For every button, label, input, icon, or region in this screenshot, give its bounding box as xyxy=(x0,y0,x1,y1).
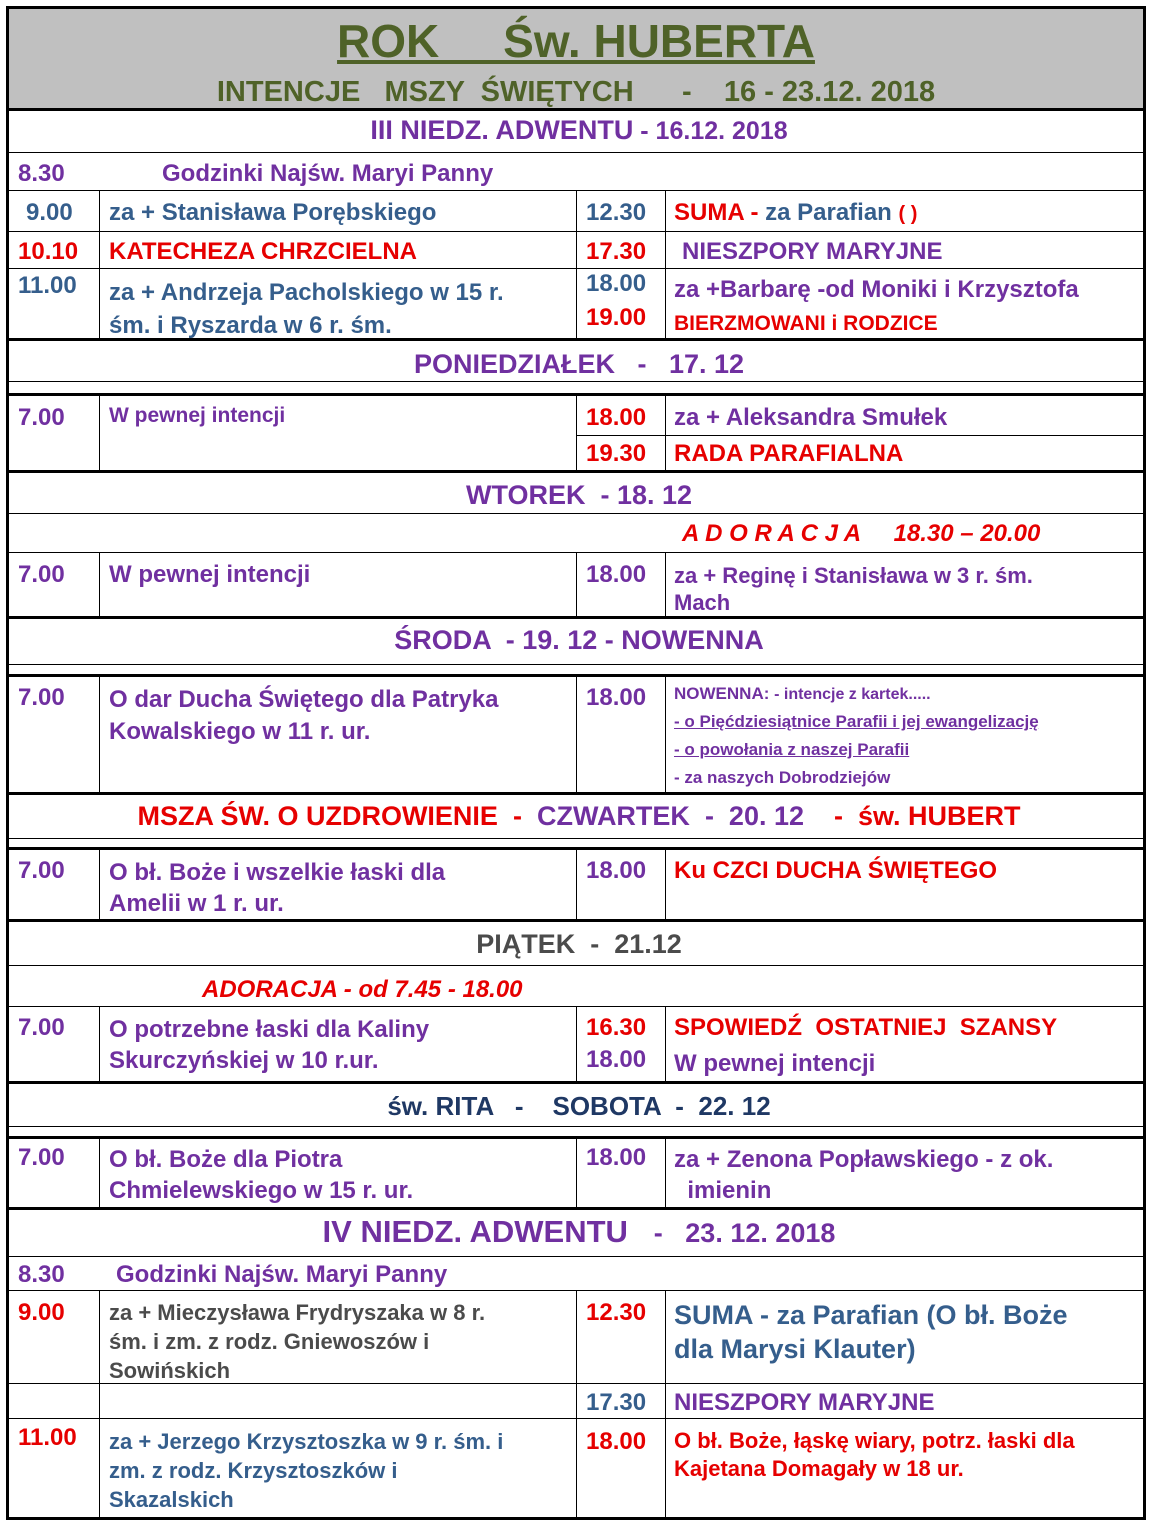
mass-time: 17.30 xyxy=(586,238,647,265)
col-divider xyxy=(576,850,577,919)
mass-intention: RADA PARAFIALNA xyxy=(674,440,904,467)
novena-item: - o powołania z naszej Parafii xyxy=(674,740,910,759)
divider xyxy=(9,1383,1143,1384)
godzinki-text: Godzinki Najśw. Maryi Panny xyxy=(116,1261,448,1288)
col-divider xyxy=(576,1291,577,1517)
mass-time: 16.30 xyxy=(586,1014,647,1041)
mass-intention: za + Reginę i Stanisława w 3 r. śm. Mach xyxy=(674,563,1033,615)
mass-intention: SUMA - za Parafian ( ) xyxy=(674,199,918,226)
mass-intention: za + Andrzeja Pacholskiego w 15 r. śm. i Ryszarda w 6 r. śm. xyxy=(109,279,504,339)
col-divider xyxy=(99,396,100,470)
mass-intention: NIESZPORY MARYJNE xyxy=(682,238,943,265)
col-divider xyxy=(99,1291,100,1517)
tuesday-title: WTOREK - 18. 12 xyxy=(465,480,693,510)
divider xyxy=(9,965,1143,966)
mass-time: 11.00 xyxy=(18,272,77,299)
wednesday-title: ŚRODA - 19. 12 - NOWENNA xyxy=(394,625,764,655)
mass-intention: W pewnej intencji xyxy=(109,561,311,588)
divider xyxy=(9,381,1143,382)
adoration-note: A D O R A C J A 18.30 – 20.00 xyxy=(682,520,1041,547)
mass-intention: O bł. Boże, łąskę wiary, potrz. łaski dla Kajetana Domagały w 18 ur. xyxy=(674,1428,1075,1481)
mass-intention: W pewnej intencji xyxy=(674,1050,876,1077)
mass-time: 18.00 xyxy=(586,1144,647,1171)
col-divider xyxy=(665,1007,666,1081)
mass-intention: za + Zenona Popławskiego - z ok. imienin xyxy=(674,1146,1054,1204)
col-divider xyxy=(665,1139,666,1207)
col-divider xyxy=(576,396,577,470)
mass-intention: SUMA - za Parafian (O bł. Boże dla Marysi Klauter) xyxy=(674,1300,1068,1364)
col-divider xyxy=(576,677,577,792)
divider xyxy=(577,435,1143,436)
mass-time: 18.00 xyxy=(586,857,647,884)
divider xyxy=(9,1418,1143,1419)
mass-intention: za + Aleksandra Smułek xyxy=(674,404,948,431)
section-divider xyxy=(9,338,1143,341)
mass-time: 10.10 xyxy=(18,238,79,265)
col-divider xyxy=(99,850,100,919)
friday-title: PIĄTEK - 21.12 xyxy=(476,929,682,959)
mass-intention: O potrzebne łaski dla Kaliny Skurczyńskiej w 10 r.ur. xyxy=(109,1016,430,1074)
mass-intention: Ku CZCI DUCHA ŚWIĘTEGO xyxy=(674,857,998,884)
mass-time: 7.00 xyxy=(18,857,65,884)
section-divider xyxy=(9,470,1143,473)
col-divider xyxy=(665,677,666,792)
divider xyxy=(9,231,1143,232)
col-divider xyxy=(665,396,666,470)
mass-intention: za + Jerzego Krzysztoszka w 9 r. śm. i zm. z rodz. Krzysztoszków i Skazalskich xyxy=(109,1429,504,1512)
mass-intention: za +Barbarę -od Moniki i Krzysztofa xyxy=(674,276,1079,303)
mass-time: 7.00 xyxy=(18,561,65,588)
mass-intention: za + Stanisława Porębskiego xyxy=(109,199,437,226)
mass-intention: SPOWIEDŹ OSTATNIEJ SZANSY xyxy=(674,1014,1058,1041)
godzinki-time: 8.30 xyxy=(18,1261,65,1288)
col-divider xyxy=(576,553,577,616)
col-divider xyxy=(665,850,666,919)
mass-intention: za + Mieczysława Frydryszaka w 8 r. śm. i zm. z rodz. Gniewoszów i Sowińskich xyxy=(109,1300,486,1383)
mass-time: 17.30 xyxy=(586,1389,647,1416)
page-subtitle: INTENCJE MSZY ŚWIĘTYCH - 16 - 23.12. 2018 xyxy=(216,76,936,108)
sunday1-title: III NIEDZ. ADWENTU - 16.12. 2018 xyxy=(370,115,788,145)
mass-time: 7.00 xyxy=(18,404,65,431)
saturday-title: św. RITA - SOBOTA - 22. 12 xyxy=(387,1091,771,1121)
novena-intentions: NOWENNA: - intencje z kartek..... xyxy=(674,684,931,703)
mass-time: 18.00 xyxy=(586,1046,647,1073)
monday-title: PONIEDZIAŁEK - 17. 12 xyxy=(413,349,745,379)
page-title: ROK Św. HUBERTA xyxy=(337,15,815,67)
thursday-title: MSZA ŚW. O UZDROWIENIE - CZWARTEK - 20. 12 - św. HUBERT xyxy=(137,801,1021,831)
col-divider xyxy=(99,553,100,616)
mass-intention: O bł. Boże dla Piotra Chmielewskiego w 15 r. ur. xyxy=(109,1146,414,1204)
divider xyxy=(9,513,1143,514)
mass-time: 18.00 xyxy=(586,684,647,711)
mass-time: 12.30 xyxy=(586,199,647,226)
col-divider xyxy=(99,1007,100,1081)
divider xyxy=(9,838,1143,839)
mass-time: 7.00 xyxy=(18,1144,65,1171)
col-divider xyxy=(576,191,577,338)
col-divider xyxy=(576,1007,577,1081)
mass-time: 18.00 xyxy=(586,1428,647,1455)
novena-item: - za naszych Dobrodziejów xyxy=(674,768,891,787)
godzinki-text: Godzinki Najśw. Maryi Panny xyxy=(162,160,494,187)
header-banner xyxy=(9,9,1143,111)
section-divider xyxy=(9,1207,1143,1210)
divider xyxy=(9,1126,1143,1127)
mass-intention: KATECHEZA CHRZCIELNA xyxy=(109,238,417,265)
col-divider xyxy=(99,677,100,792)
col-divider xyxy=(576,1139,577,1207)
section-divider xyxy=(9,616,1143,619)
col-divider xyxy=(99,191,100,338)
mass-time: 19.00 xyxy=(586,304,647,331)
mass-intention: W pewnej intencji xyxy=(109,404,286,427)
divider xyxy=(9,268,1143,269)
divider xyxy=(9,1256,1143,1257)
section-divider xyxy=(9,792,1143,795)
col-divider xyxy=(665,553,666,616)
divider xyxy=(9,152,1143,153)
col-divider xyxy=(99,1139,100,1207)
sunday2-title: IV NIEDZ. ADWENTU - 23. 12. 2018 xyxy=(322,1214,836,1249)
mass-time: 19.30 xyxy=(586,440,647,467)
mass-time: 12.30 xyxy=(586,1299,647,1326)
mass-intention: BIERZMOWANI i RODZICE xyxy=(674,312,938,335)
mass-time: 9.00 xyxy=(18,1299,65,1326)
novena-item: - o Pięćdziesiątnice Parafii i jej ewangelizację xyxy=(674,712,1039,731)
mass-time: 18.00 xyxy=(586,404,647,431)
mass-intention: O dar Ducha Świętego dla Patryka Kowalskiego w 11 r. ur. xyxy=(109,686,499,745)
section-divider xyxy=(9,1081,1143,1084)
mass-time: 18.00 xyxy=(586,270,647,297)
mass-intention: O bł. Boże i wszelkie łaski dla Amelii w 1 r. ur. xyxy=(109,859,446,917)
mass-intention: NIESZPORY MARYJNE xyxy=(674,1389,935,1416)
col-divider xyxy=(665,1291,666,1517)
adoration-note: ADORACJA - od 7.45 - 18.00 xyxy=(202,976,523,1003)
mass-time: 18.00 xyxy=(586,561,647,588)
godzinki-time: 8.30 xyxy=(18,160,65,187)
col-divider xyxy=(665,191,666,338)
mass-time: 7.00 xyxy=(18,1014,65,1041)
section-divider xyxy=(9,919,1143,922)
mass-time: 9.00 xyxy=(26,199,73,226)
divider xyxy=(9,664,1143,665)
mass-time: 7.00 xyxy=(18,684,65,711)
mass-time: 11.00 xyxy=(18,1424,77,1451)
